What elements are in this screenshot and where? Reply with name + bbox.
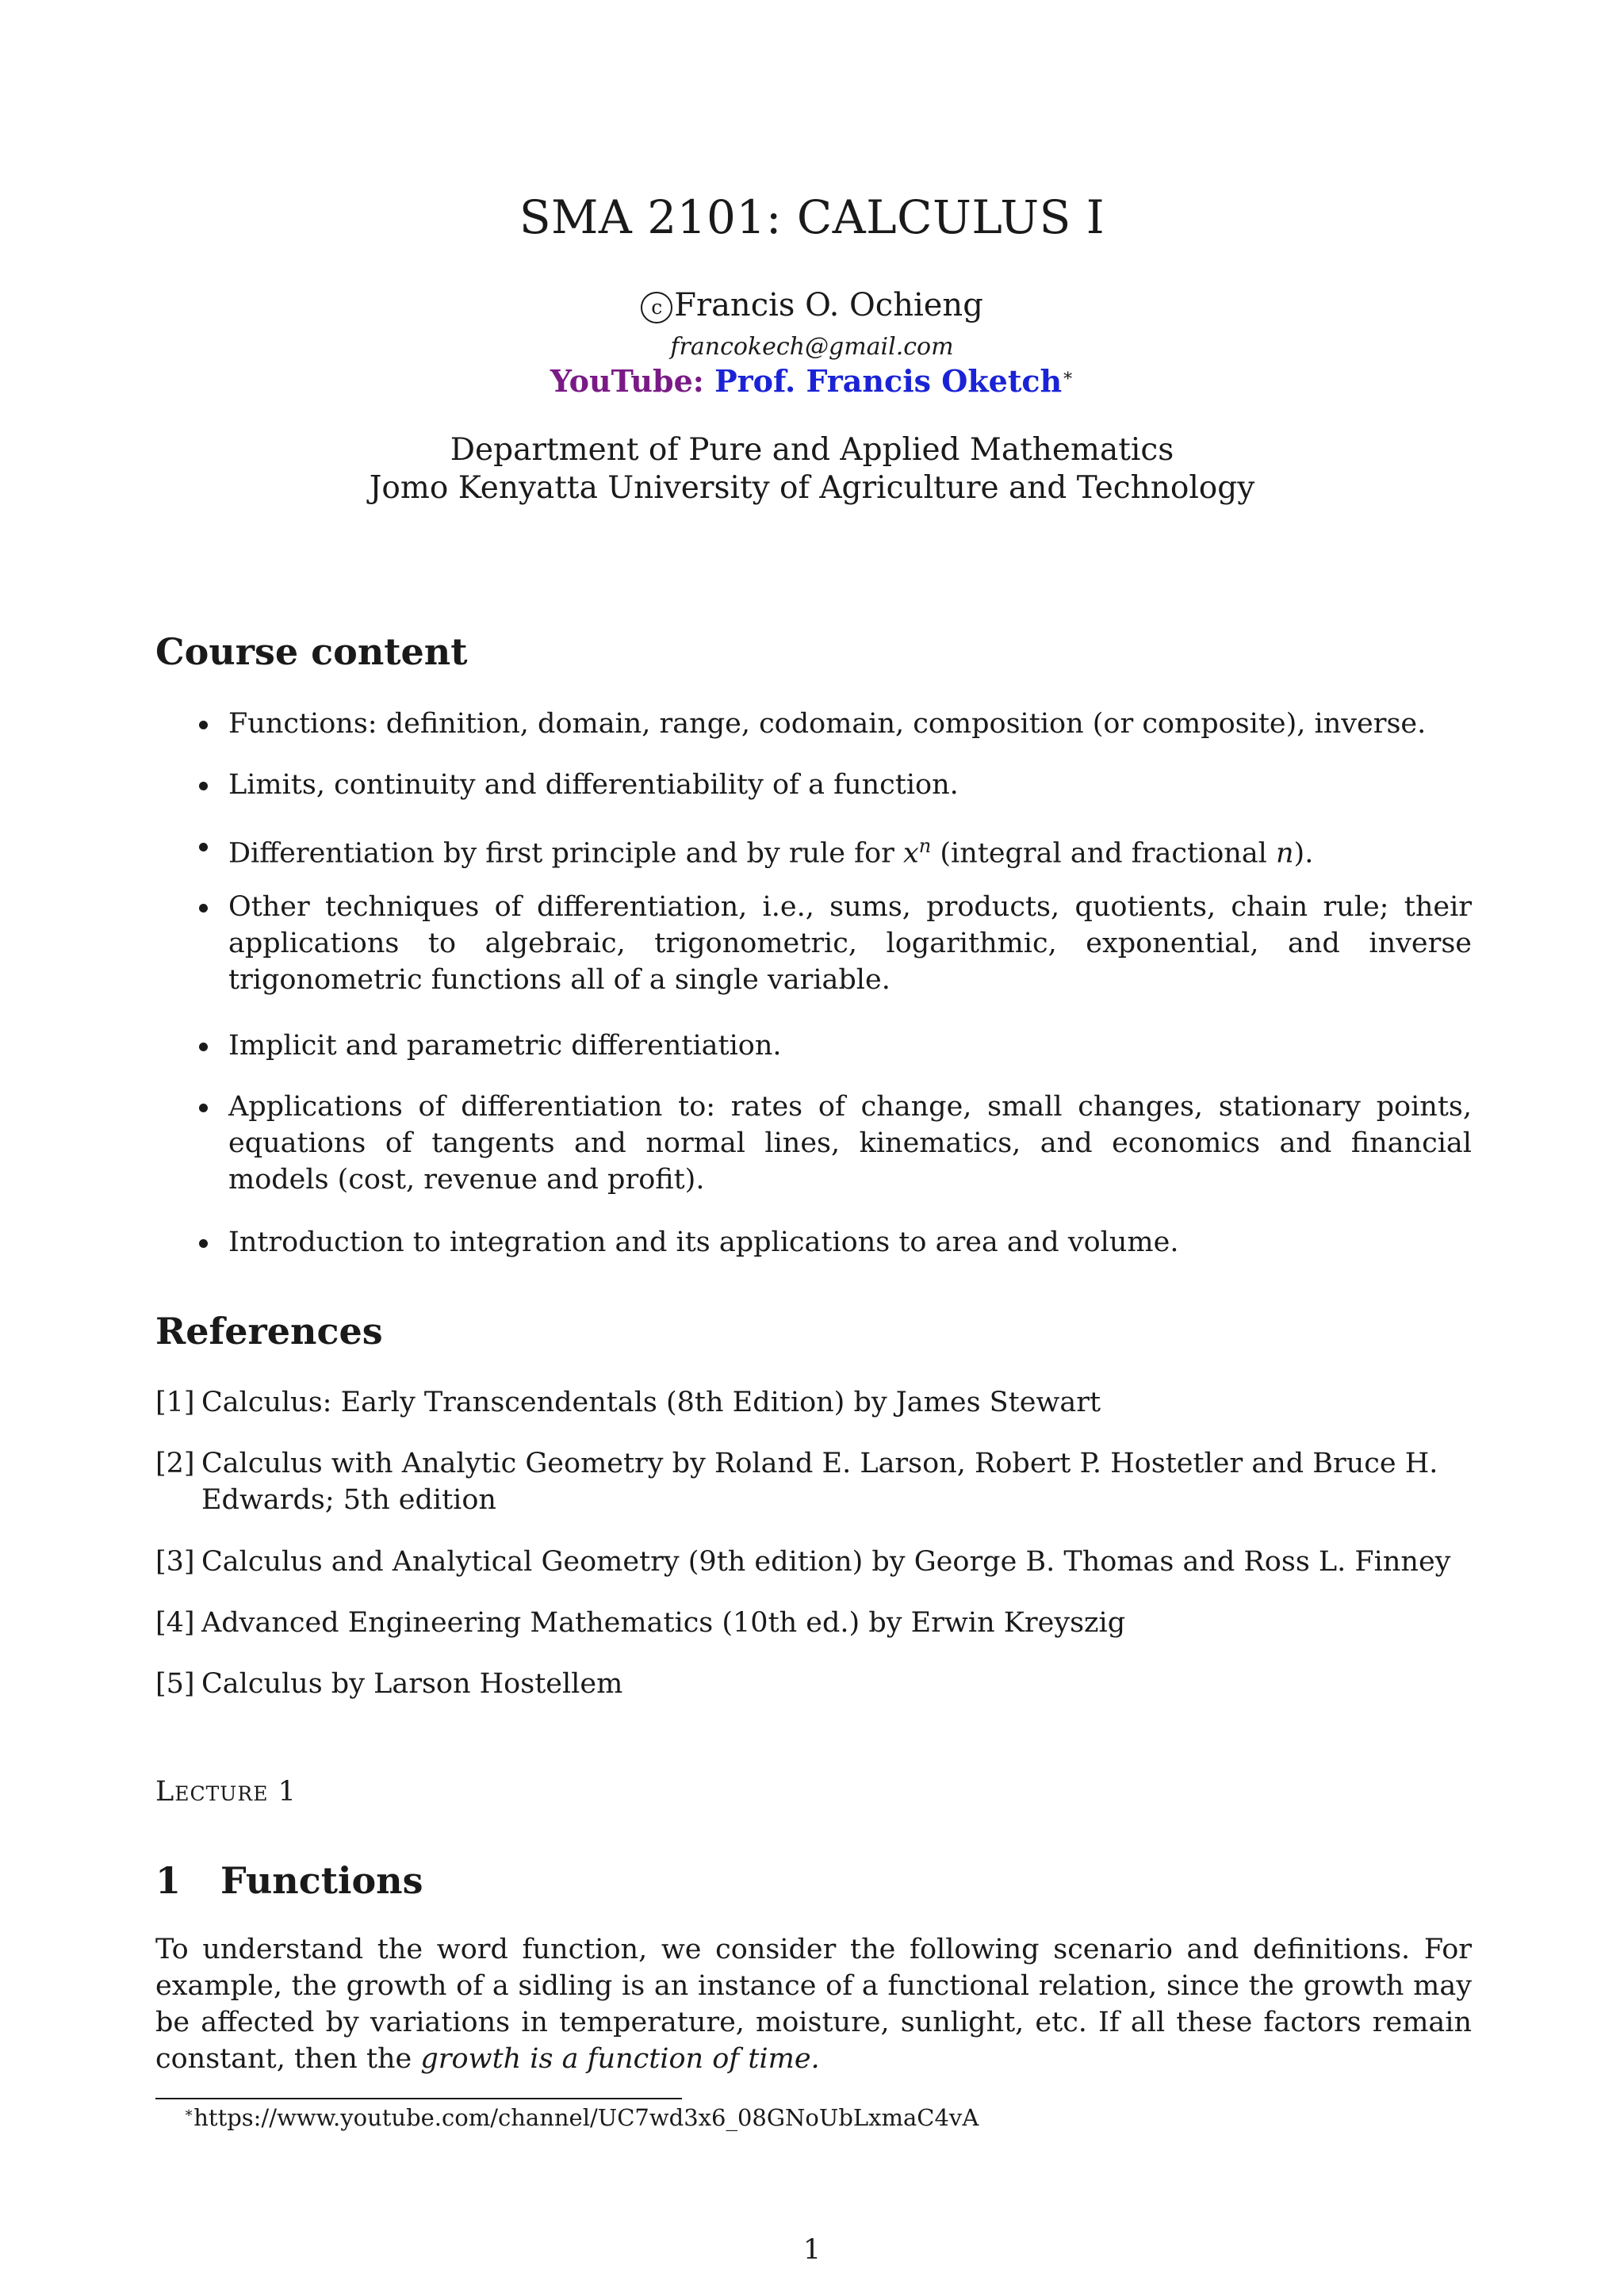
body-paragraph: To understand the word function, we consider the following scenario and definitions. For example, the growth of a sidling is an instance of a functional relation, since the growth may be affected by variations in temperature, moisture, sunlight, etc. If all these factors remain constant, then the growth is a function of time.	[155, 1934, 1472, 2075]
youtube-label: YouTube:	[550, 363, 704, 399]
list-item: Implicit and parametric differentiation.	[155, 1027, 1472, 1064]
department-name: Department of Pure and Applied Mathematics	[450, 432, 1174, 468]
bullet-icon	[199, 1239, 208, 1248]
references-heading: References	[155, 1310, 383, 1353]
youtube-channel-link[interactable]: Prof. Francis Oketch	[714, 363, 1063, 399]
list-item: Differentiation by first principle and by rule for $x^n$ (integral and fractional n).	[155, 828, 1472, 872]
author-line	[0, 287, 1624, 323]
list-item: Limits, continuity and differentiability of a function.	[155, 767, 1472, 803]
bullet-icon	[199, 1043, 208, 1051]
reference-item: [3] Calculus and Analytical Geometry (9th edition) by George B. Thomas and Ross L. Finney	[155, 1546, 1451, 1578]
copyright-icon: c	[641, 292, 672, 323]
bullet-icon	[199, 721, 208, 729]
course-content-heading: Course content	[155, 630, 468, 673]
reference-item: [2] Calculus with Analytic Geometry by Roland E. Larson, Robert P. Hostetler and Bruce H. Edwards; 5th edition	[155, 1448, 1438, 1516]
lecture-label: Lecture 1	[155, 1776, 297, 1808]
list-item: Other techniques of differentiation, i.e., sums, products, quotients, chain rule; their applications to algebraic, trigonometric, logarithmic, exponential, and inverse trigonometric functions all of a single variable.	[155, 889, 1472, 998]
footnote	[184, 2104, 979, 2131]
page-number: 1	[802, 2234, 822, 2266]
list-item: Applications of differentiation to: rates of change, small changes, stationary points, equations of tangents and normal lines, kinematics, and economics and financial models (cost, revenue and profit).	[155, 1089, 1472, 1198]
university-name: Jomo Kenyatta University of Agriculture and Technology	[369, 470, 1255, 506]
list-item: Introduction to integration and its applications to area and volume.	[155, 1224, 1472, 1261]
document-title: SMA 2101: CALCULUS I	[519, 190, 1105, 244]
section-number: 1	[155, 1859, 182, 1902]
footnote-rule	[155, 2098, 682, 2099]
reference-item: [5] Calculus by Larson Hostellem	[155, 1668, 623, 1700]
bullet-icon	[199, 1104, 208, 1112]
list-item: Functions: definition, domain, range, codomain, composition (or composite), inverse.	[155, 706, 1472, 742]
footnote-url[interactable]: https://www.youtube.com/channel/UC7wd3x6_08GNoUbLxmaC4vA	[193, 2104, 979, 2131]
reference-item: [1] Calculus: Early Transcendentals (8th Edition) by James Stewart	[155, 1387, 1101, 1418]
bullet-icon	[199, 843, 208, 851]
reference-item: [4] Advanced Engineering Mathematics (10th ed.) by Erwin Kreyszig	[155, 1607, 1126, 1639]
footnote-mark: ∗	[184, 2104, 194, 2122]
author-email: francokech@gmail.com	[670, 333, 954, 361]
bullet-icon	[199, 782, 208, 790]
author-name: Francis O. Ochieng	[674, 287, 983, 323]
youtube-line	[0, 363, 1624, 399]
footnote-marker[interactable]: ∗	[1062, 365, 1074, 386]
section-title: Functions	[220, 1859, 423, 1902]
affiliation	[0, 431, 1624, 507]
section-heading	[155, 1859, 1472, 1902]
bullet-icon	[199, 904, 208, 913]
